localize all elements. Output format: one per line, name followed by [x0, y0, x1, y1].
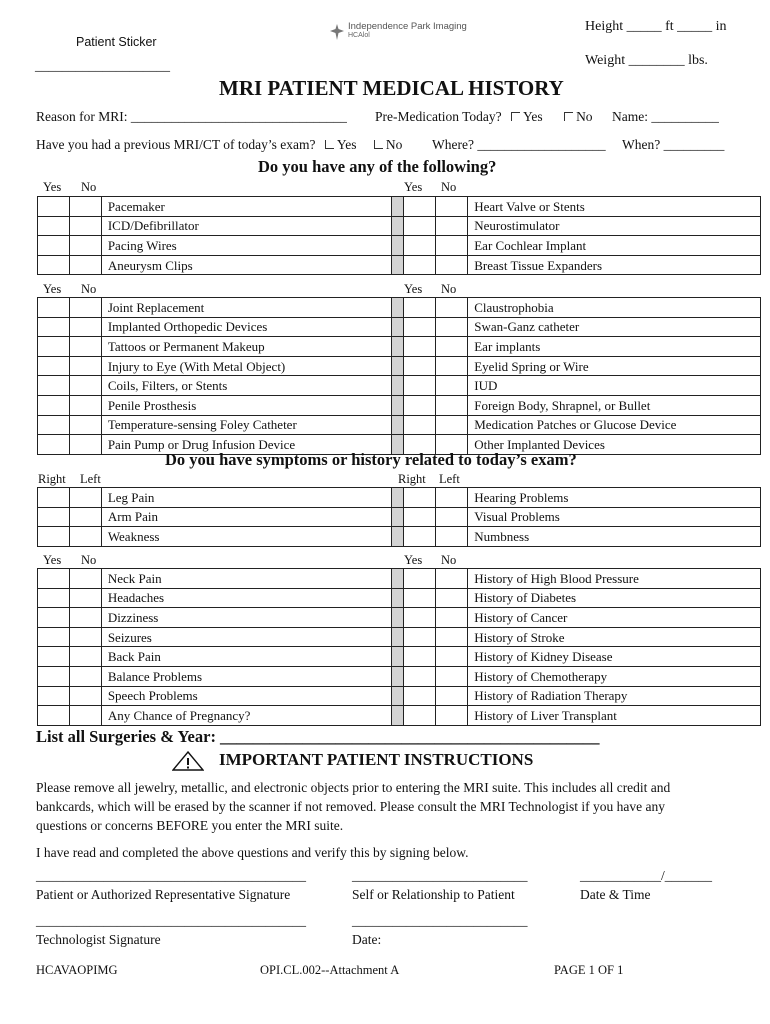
- premedication-label: [375, 109, 593, 125]
- checkbox-cell[interactable]: [38, 435, 70, 455]
- surgeries-field[interactable]: List all Surgeries & Year: ______________________________________________: [36, 727, 600, 746]
- item-label: Claustrophobia: [468, 298, 761, 318]
- premed-name-field[interactable]: Name: __________: [612, 109, 719, 124]
- checkbox-cell[interactable]: [38, 608, 70, 628]
- checkbox-cell[interactable]: [436, 608, 468, 628]
- history-table: [37, 568, 761, 726]
- item-label: Visual Problems: [468, 507, 761, 527]
- item-label: Eyelid Spring or Wire: [468, 356, 761, 376]
- checkbox-cell[interactable]: [69, 197, 101, 217]
- checkbox-cell[interactable]: [38, 255, 70, 275]
- table-row: [38, 569, 761, 589]
- checkbox-cell[interactable]: [69, 376, 101, 396]
- height-field[interactable]: Height _____ ft _____ in: [585, 19, 727, 34]
- date-time-label: Date & Time: [580, 887, 651, 902]
- item-label: Headaches: [101, 588, 392, 608]
- checkbox-cell[interactable]: [69, 647, 101, 667]
- relationship-label: Self or Relationship to Patient: [352, 887, 515, 902]
- checkbox-cell[interactable]: [404, 627, 436, 647]
- checkbox-cell[interactable]: [436, 376, 468, 396]
- checkbox-cell[interactable]: [404, 569, 436, 589]
- checkbox-cell[interactable]: [69, 236, 101, 256]
- column-separator: [392, 395, 404, 415]
- table-row: [38, 686, 761, 706]
- item-label: Injury to Eye (With Metal Object): [101, 356, 392, 376]
- checkbox-cell[interactable]: [69, 588, 101, 608]
- logo-mark-icon: [330, 24, 344, 38]
- checkbox-cell[interactable]: [404, 588, 436, 608]
- col-no-header: No: [441, 553, 457, 567]
- col-yes-header: Yes: [43, 282, 62, 296]
- column-separator: [392, 236, 404, 256]
- item-label: Dizziness: [101, 608, 392, 628]
- warning-icon: [172, 751, 204, 775]
- col-right-header: Right: [398, 472, 426, 486]
- checkbox-cell[interactable]: [436, 216, 468, 236]
- checkbox-cell[interactable]: [404, 666, 436, 686]
- column-separator: [392, 337, 404, 357]
- col-yes-header: Yes: [404, 180, 423, 194]
- item-label: IUD: [468, 376, 761, 396]
- item-label: Speech Problems: [101, 686, 392, 706]
- item-label: History of High Blood Pressure: [468, 569, 761, 589]
- column-separator: [392, 356, 404, 376]
- table-row: [38, 216, 761, 236]
- item-label: Ear implants: [468, 337, 761, 357]
- checkbox-cell[interactable]: [436, 298, 468, 318]
- table-row: [38, 197, 761, 217]
- item-label: History of Stroke: [468, 627, 761, 647]
- checkbox-cell[interactable]: [38, 569, 70, 589]
- column-separator: [392, 666, 404, 686]
- technologist-signature-line[interactable]: ________________________________________: [36, 913, 306, 928]
- checkbox-cell[interactable]: [69, 317, 101, 337]
- checkbox-cell[interactable]: [436, 488, 468, 508]
- checkbox-cell[interactable]: [436, 356, 468, 376]
- col-yes-header: Yes: [43, 180, 62, 194]
- col-left-header: Left: [80, 472, 101, 486]
- previous-no-checkbox[interactable]: [374, 140, 383, 149]
- device-table-1: [37, 196, 761, 275]
- checkbox-cell[interactable]: [436, 197, 468, 217]
- checkbox-cell[interactable]: [436, 647, 468, 667]
- checkbox-cell[interactable]: [69, 435, 101, 455]
- checkbox-cell[interactable]: [404, 236, 436, 256]
- checkbox-cell[interactable]: [404, 608, 436, 628]
- patient-signature-line[interactable]: ________________________________________: [36, 868, 306, 883]
- tech-date-line[interactable]: __________________________: [352, 913, 528, 928]
- tech-date-label: Date:: [352, 932, 382, 947]
- checkbox-cell[interactable]: [404, 255, 436, 275]
- patient-signature-label: Patient or Authorized Representative Signature: [36, 887, 291, 902]
- item-label: Any Chance of Pregnancy?: [101, 706, 392, 726]
- checkbox-cell[interactable]: [404, 706, 436, 726]
- checkbox-cell[interactable]: [38, 216, 70, 236]
- item-label: Weakness: [101, 527, 392, 547]
- column-separator: [392, 627, 404, 647]
- footer-form-code: HCAVAOPIMG: [36, 963, 118, 977]
- item-label: Neurostimulator: [468, 216, 761, 236]
- reason-for-mri-field[interactable]: Reason for MRI: ________________________________: [36, 109, 347, 124]
- checkbox-cell[interactable]: [404, 376, 436, 396]
- item-label: Seizures: [101, 627, 392, 647]
- column-separator: [392, 298, 404, 318]
- patient-sticker-label: Patient Sticker: [76, 35, 157, 49]
- table-row: [38, 527, 761, 547]
- item-label: Pacing Wires: [101, 236, 392, 256]
- instructions-heading: IMPORTANT PATIENT INSTRUCTIONS: [219, 750, 534, 769]
- table-row: [38, 298, 761, 318]
- logo-sub: HCAlol: [348, 32, 370, 39]
- previous-where-field[interactable]: Where? ___________________: [432, 137, 606, 152]
- premed-yes-label: Yes: [523, 109, 543, 124]
- checkbox-cell[interactable]: [404, 647, 436, 667]
- item-label: Joint Replacement: [101, 298, 392, 318]
- checkbox-cell[interactable]: [436, 317, 468, 337]
- checkbox-cell[interactable]: [38, 395, 70, 415]
- checkbox-cell[interactable]: [38, 706, 70, 726]
- device-table-2: [37, 297, 761, 455]
- item-label: Arm Pain: [101, 507, 392, 527]
- item-label: Back Pain: [101, 647, 392, 667]
- checkbox-cell[interactable]: [38, 317, 70, 337]
- item-label: Pacemaker: [101, 197, 392, 217]
- checkbox-cell[interactable]: [69, 395, 101, 415]
- checkbox-cell[interactable]: [38, 627, 70, 647]
- checkbox-cell[interactable]: [69, 527, 101, 547]
- page-title: MRI PATIENT MEDICAL HISTORY: [219, 76, 564, 100]
- checkbox-cell[interactable]: [69, 666, 101, 686]
- premedication-question: Pre-Medication Today?: [375, 109, 502, 124]
- checkbox-cell[interactable]: [69, 627, 101, 647]
- technologist-signature-label: Technologist Signature: [36, 932, 161, 947]
- checkbox-cell[interactable]: [38, 588, 70, 608]
- checkbox-cell[interactable]: [38, 666, 70, 686]
- checkbox-cell[interactable]: [69, 706, 101, 726]
- table-row: [38, 317, 761, 337]
- item-label: Hearing Problems: [468, 488, 761, 508]
- table-row: [38, 647, 761, 667]
- item-label: History of Kidney Disease: [468, 647, 761, 667]
- previous-when-field[interactable]: When? _________: [622, 137, 725, 152]
- checkbox-cell[interactable]: [38, 686, 70, 706]
- col-left-header: Left: [439, 472, 460, 486]
- checkbox-cell[interactable]: [436, 666, 468, 686]
- column-separator: [392, 647, 404, 667]
- previous-exam-question: Have you had a previous MRI/CT of today’s exam?: [36, 137, 316, 152]
- checkbox-cell[interactable]: [38, 415, 70, 435]
- checkbox-cell[interactable]: [436, 588, 468, 608]
- item-label: Heart Valve or Stents: [468, 197, 761, 217]
- item-label: Swan-Ganz catheter: [468, 317, 761, 337]
- checkbox-cell[interactable]: [436, 255, 468, 275]
- table-row: [38, 255, 761, 275]
- logo-name: Independence Park Imaging: [348, 21, 467, 32]
- column-separator: [392, 488, 404, 508]
- column-separator: [392, 317, 404, 337]
- item-label: History of Cancer: [468, 608, 761, 628]
- column-separator: [392, 415, 404, 435]
- instructions-line-2: bankcards, which will be erased by the scanner if not removed. Please consult the MRI Technologist if you have any: [36, 799, 666, 814]
- checkbox-cell[interactable]: [404, 507, 436, 527]
- column-separator: [392, 507, 404, 527]
- item-label: Tattoos or Permanent Makeup: [101, 337, 392, 357]
- checkbox-cell[interactable]: [404, 686, 436, 706]
- checkbox-cell[interactable]: [38, 507, 70, 527]
- item-label: History of Diabetes: [468, 588, 761, 608]
- premed-no-checkbox[interactable]: [564, 112, 573, 121]
- table-row: [38, 356, 761, 376]
- instructions-line-1: Please remove all jewelry, metallic, and electronic objects prior to entering the MRI suite. This includes all credit and: [36, 780, 671, 795]
- col-no-header: No: [441, 180, 457, 194]
- checkbox-cell[interactable]: [436, 236, 468, 256]
- symptom-table-1: [37, 487, 761, 547]
- checkbox-cell[interactable]: [69, 415, 101, 435]
- previous-no-label: No: [385, 137, 403, 152]
- checkbox-cell[interactable]: [38, 488, 70, 508]
- checkbox-cell[interactable]: [436, 569, 468, 589]
- table-row: [38, 415, 761, 435]
- relationship-line[interactable]: __________________________: [352, 868, 528, 883]
- section-heading-symptoms: Do you have symptoms or history related to today’s exam?: [165, 450, 577, 469]
- checkbox-cell[interactable]: [404, 197, 436, 217]
- previous-exam-row: [36, 137, 402, 153]
- checkbox-cell[interactable]: [69, 216, 101, 236]
- col-yes-header: Yes: [43, 553, 62, 567]
- checkbox-cell[interactable]: [38, 376, 70, 396]
- checkbox-cell[interactable]: [38, 647, 70, 667]
- section-heading-devices: Do you have any of the following?: [258, 157, 497, 176]
- table-row: [38, 488, 761, 508]
- checkbox-cell[interactable]: [436, 527, 468, 547]
- checkbox-cell[interactable]: [69, 569, 101, 589]
- checkbox-cell[interactable]: [38, 197, 70, 217]
- column-separator: [392, 608, 404, 628]
- checkbox-cell[interactable]: [404, 317, 436, 337]
- column-separator: [392, 255, 404, 275]
- checkbox-cell[interactable]: [404, 415, 436, 435]
- column-separator: [392, 588, 404, 608]
- col-no-header: No: [81, 180, 97, 194]
- table-row: [38, 236, 761, 256]
- checkbox-cell[interactable]: [38, 298, 70, 318]
- col-no-header: No: [441, 282, 457, 296]
- checkbox-cell[interactable]: [436, 337, 468, 357]
- column-separator: [392, 376, 404, 396]
- checkbox-cell[interactable]: [404, 337, 436, 357]
- item-label: Temperature-sensing Foley Catheter: [101, 415, 392, 435]
- item-label: Pain Pump or Drug Infusion Device: [101, 435, 392, 455]
- premed-yes-checkbox[interactable]: [511, 112, 520, 121]
- table-row: [38, 588, 761, 608]
- checkbox-cell[interactable]: [436, 706, 468, 726]
- column-separator: [392, 197, 404, 217]
- item-label: History of Chemotherapy: [468, 666, 761, 686]
- verification-statement: I have read and completed the above questions and verify this by signing below.: [36, 845, 469, 860]
- checkbox-cell[interactable]: [404, 527, 436, 547]
- column-separator: [392, 686, 404, 706]
- item-label: Numbness: [468, 527, 761, 547]
- table-row: [38, 337, 761, 357]
- checkbox-cell[interactable]: [436, 686, 468, 706]
- table-row: [38, 627, 761, 647]
- item-label: Balance Problems: [101, 666, 392, 686]
- checkbox-cell[interactable]: [436, 627, 468, 647]
- checkbox-cell[interactable]: [69, 337, 101, 357]
- checkbox-cell[interactable]: [404, 488, 436, 508]
- previous-yes-checkbox[interactable]: [325, 140, 334, 149]
- facility-logo: [330, 22, 467, 39]
- item-label: Neck Pain: [101, 569, 392, 589]
- checkbox-cell[interactable]: [69, 686, 101, 706]
- previous-yes-label: Yes: [336, 137, 357, 152]
- item-label: Aneurysm Clips: [101, 255, 392, 275]
- checkbox-cell[interactable]: [404, 216, 436, 236]
- column-separator: [392, 216, 404, 236]
- item-label: Ear Cochlear Implant: [468, 236, 761, 256]
- weight-field[interactable]: Weight ________ lbs.: [585, 53, 708, 68]
- table-row: [38, 507, 761, 527]
- checkbox-cell[interactable]: [69, 608, 101, 628]
- premed-no-label: No: [576, 109, 593, 124]
- patient-sticker-line: ____________________: [35, 58, 170, 73]
- table-row: [38, 395, 761, 415]
- table-row: [38, 666, 761, 686]
- column-separator: [392, 569, 404, 589]
- item-label: Leg Pain: [101, 488, 392, 508]
- item-label: Penile Prosthesis: [101, 395, 392, 415]
- item-label: Foreign Body, Shrapnel, or Bullet: [468, 395, 761, 415]
- checkbox-cell[interactable]: [69, 356, 101, 376]
- date-time-line[interactable]: ____________/_______: [580, 868, 713, 883]
- checkbox-cell[interactable]: [38, 236, 70, 256]
- item-label: History of Radiation Therapy: [468, 686, 761, 706]
- table-row: [38, 706, 761, 726]
- item-label: History of Liver Transplant: [468, 706, 761, 726]
- checkbox-cell[interactable]: [436, 395, 468, 415]
- checkbox-cell[interactable]: [404, 356, 436, 376]
- item-label: Medication Patches or Glucose Device: [468, 415, 761, 435]
- table-row: [38, 376, 761, 396]
- checkbox-cell[interactable]: [436, 507, 468, 527]
- col-right-header: Right: [38, 472, 66, 486]
- col-yes-header: Yes: [404, 553, 423, 567]
- checkbox-cell[interactable]: [69, 488, 101, 508]
- checkbox-cell[interactable]: [38, 337, 70, 357]
- checkbox-cell[interactable]: [69, 255, 101, 275]
- item-label: Implanted Orthopedic Devices: [101, 317, 392, 337]
- column-separator: [392, 706, 404, 726]
- col-no-header: No: [81, 282, 97, 296]
- checkbox-cell[interactable]: [404, 395, 436, 415]
- item-label: Other Implanted Devices: [468, 435, 761, 455]
- item-label: Coils, Filters, or Stents: [101, 376, 392, 396]
- col-yes-header: Yes: [404, 282, 423, 296]
- checkbox-cell[interactable]: [38, 527, 70, 547]
- checkbox-cell[interactable]: [38, 356, 70, 376]
- checkbox-cell[interactable]: [404, 298, 436, 318]
- table-row: [38, 608, 761, 628]
- checkbox-cell[interactable]: [436, 415, 468, 435]
- item-label: ICD/Defibrillator: [101, 216, 392, 236]
- footer-page: PAGE 1 OF 1: [554, 963, 624, 977]
- item-label: Breast Tissue Expanders: [468, 255, 761, 275]
- checkbox-cell[interactable]: [69, 298, 101, 318]
- footer-attachment: OPI.CL.002--Attachment A: [260, 963, 400, 977]
- column-separator: [392, 527, 404, 547]
- checkbox-cell[interactable]: [69, 507, 101, 527]
- col-no-header: No: [81, 553, 97, 567]
- instructions-line-3: questions or concerns BEFORE you enter the MRI suite.: [36, 818, 344, 833]
